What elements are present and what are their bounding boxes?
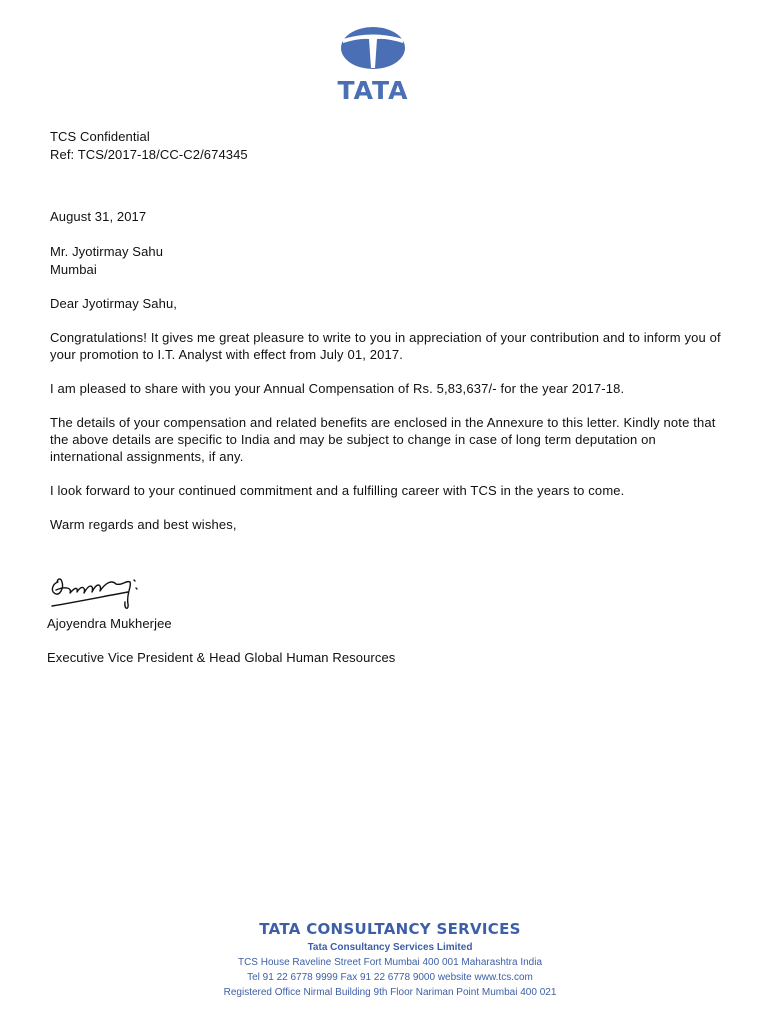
tata-logo xyxy=(327,24,419,106)
footer-company-suffix: CONSULTANCY SERVICES xyxy=(306,920,521,938)
paragraph-promotion: Congratulations! It gives me great pleasure to write to you in appreciation of your contribution and to inform you of your promotion to I.T. Analyst with effect from July 01, 2017. xyxy=(50,330,721,362)
recipient-city: Mumbai xyxy=(50,262,97,277)
signatory-title: Executive Vice President & Head Global Human Resources xyxy=(47,650,396,665)
footer-registered-office: Registered Office Nirmal Building 9th Floor Nariman Point Mumbai 400 021 xyxy=(223,987,557,998)
footer xyxy=(0,918,768,1000)
letter-date: August 31, 2017 xyxy=(50,209,147,224)
footer-company-name xyxy=(12,918,768,940)
signatory-name: Ajoyendra Mukherjee xyxy=(47,616,172,631)
closing-line: Warm regards and best wishes, xyxy=(50,517,237,532)
signature-image xyxy=(46,566,146,614)
salutation: Dear Jyotirmay Sahu, xyxy=(50,296,177,311)
confidential-label: TCS Confidential xyxy=(50,129,150,144)
recipient-name: Mr. Jyotirmay Sahu xyxy=(50,244,164,259)
footer-legal-name: Tata Consultancy Services Limited xyxy=(307,942,473,953)
tata-logo-word: TATA xyxy=(337,76,409,105)
footer-address: TCS House Raveline Street Fort Mumbai 400 001 Maharashtra India xyxy=(237,957,543,968)
reference-number: Ref: TCS/2017-18/CC-C2/674345 xyxy=(50,147,248,162)
paragraph-details: The details of your compensation and related benefits are enclosed in the Annexure to this letter. Kindly note that the above details are specific to India and may be subject to change in case of long term deputation on international assignments, if any. xyxy=(50,415,716,464)
paragraph-compensation: I am pleased to share with you your Annual Compensation of Rs. 5,83,637/- for the year 2017-18. xyxy=(50,381,625,396)
footer-brand: TATA xyxy=(259,920,301,938)
footer-contact: Tel 91 22 6778 9999 Fax 91 22 6778 9000 website www.tcs.com xyxy=(247,972,533,983)
paragraph-career: I look forward to your continued commitment and a fulfilling career with TCS in the years to come. xyxy=(50,483,625,498)
tata-emblem-icon xyxy=(327,24,419,74)
